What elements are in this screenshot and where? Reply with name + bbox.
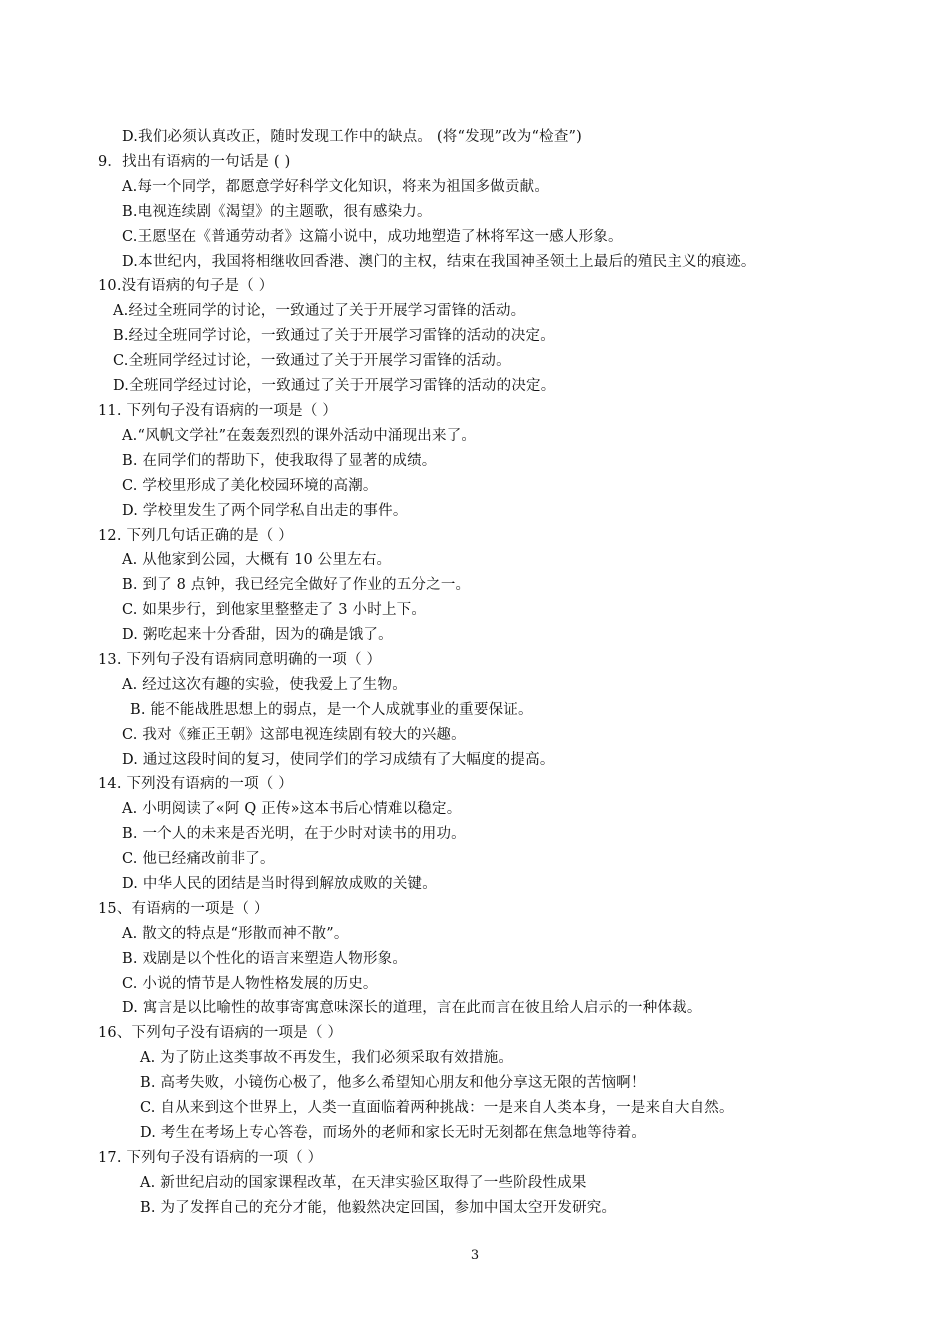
option-line: A. 散文的特点是“形散而神不散”。 — [122, 926, 349, 942]
option-line: C. 如果步行，到他家里整整走了 3 小时上下。 — [122, 602, 427, 618]
option-line: D. 寓言是以比喻性的故事寄寓意味深长的道理，言在此而言在彼且给人启示的一种体裁。 — [122, 1000, 702, 1016]
option-line: B. 一个人的未来是否光明，在于少时对读书的用功。 — [122, 826, 466, 842]
option-line: B. 在同学们的帮助下，使我取得了显著的成绩。 — [122, 453, 437, 469]
option-line: D. 中华人民的团结是当时得到解放成败的关键。 — [122, 876, 437, 892]
option-line: A. 经过这次有趣的实验，使我爱上了生物。 — [122, 677, 407, 693]
option-line: D. 粥吃起来十分香甜，因为的确是饿了。 — [122, 627, 393, 643]
option-line: D.全班同学经过讨论，一致通过了关于开展学习雷锋的活动的决定。 — [113, 378, 556, 394]
page-number: 3 — [470, 1248, 480, 1263]
question-9: 9．找出有语病的一句话是 ( ) — [98, 154, 291, 170]
option-line: A. 新世纪启动的国家课程改革，在天津实验区取得了一些阶段性成果 — [140, 1175, 587, 1191]
option-line: B. 戏剧是以个性化的语言来塑造人物形象。 — [122, 951, 408, 967]
text-line: D.我们必须认真改正，随时发现工作中的缺点。 (将“发现”改为“检查”) — [122, 129, 582, 145]
option-line: B.经过全班同学讨论，一致通过了关于开展学习雷锋的活动的决定。 — [113, 328, 555, 344]
question-13: 13. 下列句子没有语病同意明确的一项（ ） — [98, 652, 382, 668]
option-line: B. 能不能战胜思想上的弱点，是一个人成就事业的重要保证。 — [130, 702, 533, 718]
option-line: C. 我对《雍正王朝》这部电视连续剧有较大的兴趣。 — [122, 727, 466, 743]
option-line: C.全班同学经过讨论，一致通过了关于开展学习雷锋的活动。 — [113, 353, 511, 369]
option-line: A.经过全班同学的讨论，一致通过了关于开展学习雷锋的活动。 — [113, 303, 526, 319]
option-line: A. 小明阅读了«阿 Q 正传»这本书后心情难以稳定。 — [122, 801, 462, 817]
option-line: B. 为了发挥自己的充分才能，他毅然决定回国，参加中国太空开发研究。 — [140, 1200, 617, 1216]
question-11: 11. 下列句子没有语病的一项是（ ） — [98, 403, 338, 419]
question-17: 17. 下列句子没有语病的一项（ ） — [98, 1150, 323, 1166]
option-line: C. 他已经痛改前非了。 — [122, 851, 275, 867]
option-line: C. 学校里形成了美化校园环境的高潮。 — [122, 478, 378, 494]
option-line: A. 为了防止这类事故不再发生，我们必须采取有效措施。 — [140, 1050, 514, 1066]
option-line: D. 通过这段时间的复习，使同学们的学习成绩有了大幅度的提高。 — [122, 752, 555, 768]
option-line: D.本世纪内，我国将相继收回香港、澳门的主权，结束在我国神圣领土上最后的殖民主义的痕迹。 — [122, 254, 756, 270]
option-line: B. 高考失败，小镜伤心极了，他多么希望知心朋友和他分享这无限的苦恼啊！ — [140, 1075, 646, 1091]
option-line: C. 自从来到这个世界上，人类一直面临着两种挑战：一是来自人类本身，一是来自大自然。 — [140, 1100, 734, 1116]
question-12: 12. 下列几句话正确的是（ ） — [98, 528, 293, 544]
option-line: A.“风帆文学社”在轰轰烈烈的课外活动中涌现出来了。 — [122, 428, 477, 444]
option-line: B. 到了 8 点钟，我已经完全做好了作业的五分之一。 — [122, 577, 471, 593]
option-line: D. 考生在考场上专心答卷，而场外的老师和家长无时无刻都在焦急地等待着。 — [140, 1125, 647, 1141]
question-14: 14. 下列没有语病的一项（ ） — [98, 776, 293, 792]
option-line: A.每一个同学，都愿意学好科学文化知识，将来为祖国多做贡献。 — [122, 179, 550, 195]
question-10: 10.没有语病的句子是（ ） — [98, 278, 274, 294]
option-line: C.王愿坚在《普通劳动者》这篇小说中，成功地塑造了林将军这一感人形象。 — [122, 229, 623, 245]
option-line: D. 学校里发生了两个同学私自出走的事件。 — [122, 503, 408, 519]
option-line: B.电视连续剧《渴望》的主题歌，很有感染力。 — [122, 204, 432, 220]
question-16: 16、下列句子没有语病的一项是（ ） — [98, 1025, 343, 1041]
option-line: C. 小说的情节是人物性格发展的历史。 — [122, 976, 378, 992]
question-15: 15、有语病的一项是（ ） — [98, 901, 269, 917]
option-line: A. 从他家到公园，大概有 10 公里左右。 — [122, 552, 392, 568]
